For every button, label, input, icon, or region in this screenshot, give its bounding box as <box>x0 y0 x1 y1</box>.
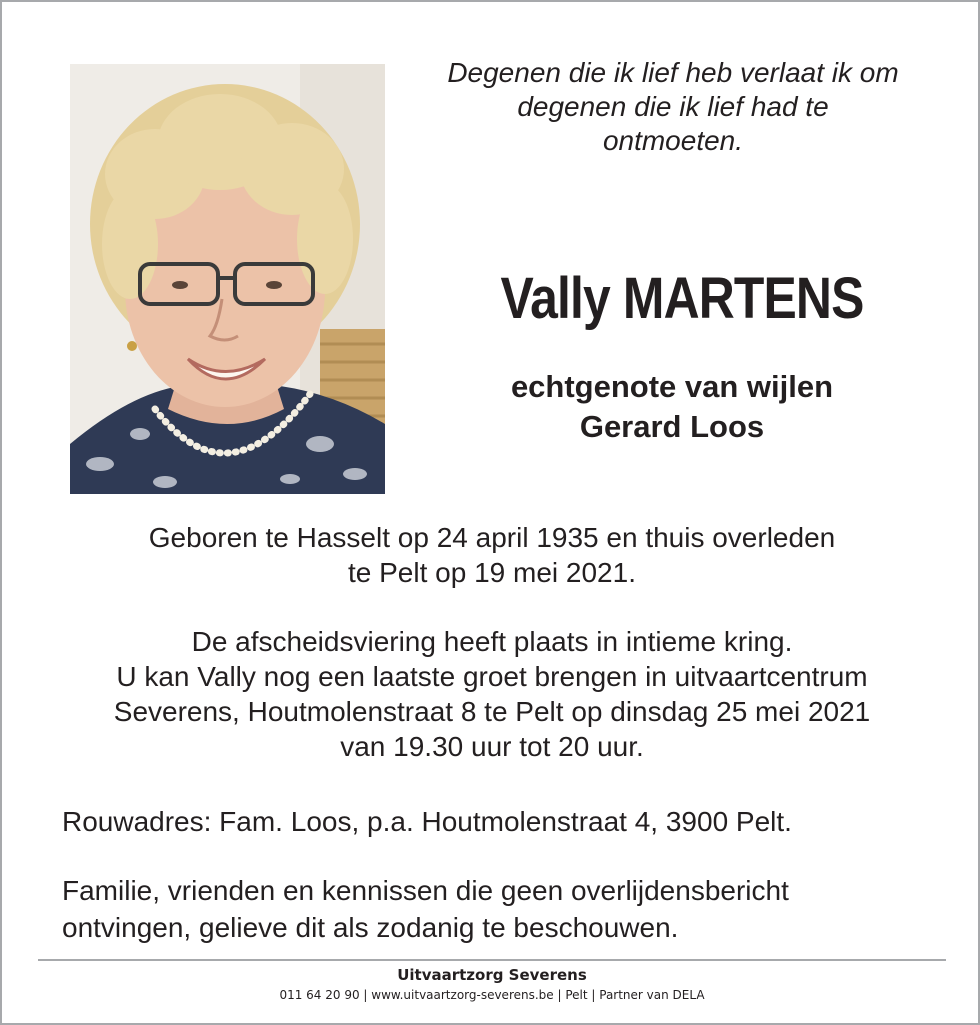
birth-death-paragraph <box>2 520 980 590</box>
birth-death-line: Geboren te Hasselt op 24 april 1935 en thuis overleden <box>148 522 836 553</box>
funeral-home-name: Uitvaartzorg Severens <box>397 966 587 984</box>
birth-death-line: te Pelt op 19 mei 2021. <box>348 557 636 588</box>
mourning-address <box>62 803 962 840</box>
footer-divider <box>38 959 946 961</box>
spouse-relation <box>402 367 942 447</box>
ceremony-paragraph <box>2 624 980 764</box>
ceremony-line: De afscheidsviering heeft plaats in intieme kring. <box>191 626 793 657</box>
ceremony-line: van 19.30 uur tot 20 uur. <box>340 731 644 762</box>
notice-line: ontvingen, gelieve dit als zodanig te beschouwen. <box>62 912 679 943</box>
relation-line: echtgenote van wijlen <box>510 369 834 404</box>
relation-line: Gerard Loos <box>579 409 765 444</box>
portrait-illustration <box>70 64 385 494</box>
address-line: Rouwadres: Fam. Loos, p.a. Houtmolenstraat 4, 3900 Pelt. <box>62 806 792 837</box>
funeral-home-contact: 011 64 20 90 | www.uitvaartzorg-severens.be | Pelt | Partner van DELA <box>279 988 705 1002</box>
notice-line: Familie, vrienden en kennissen die geen overlijdensbericht <box>62 875 789 906</box>
memorial-quote <box>404 56 942 158</box>
ceremony-line: Severens, Houtmolenstraat 8 te Pelt op dinsdag 25 mei 2021 <box>113 696 871 727</box>
ceremony-line: U kan Vally nog een laatste groet brengen in uitvaartcentrum <box>116 661 868 692</box>
portrait-photo <box>70 64 385 494</box>
quote-line: Degenen die ik lief heb verlaat ik om <box>447 57 899 88</box>
deceased-name: Vally MARTENS <box>500 266 864 331</box>
quote-line: ontmoeten. <box>602 125 744 156</box>
notice-paragraph <box>62 872 962 946</box>
quote-line: degenen die ik lief had te <box>517 91 829 122</box>
